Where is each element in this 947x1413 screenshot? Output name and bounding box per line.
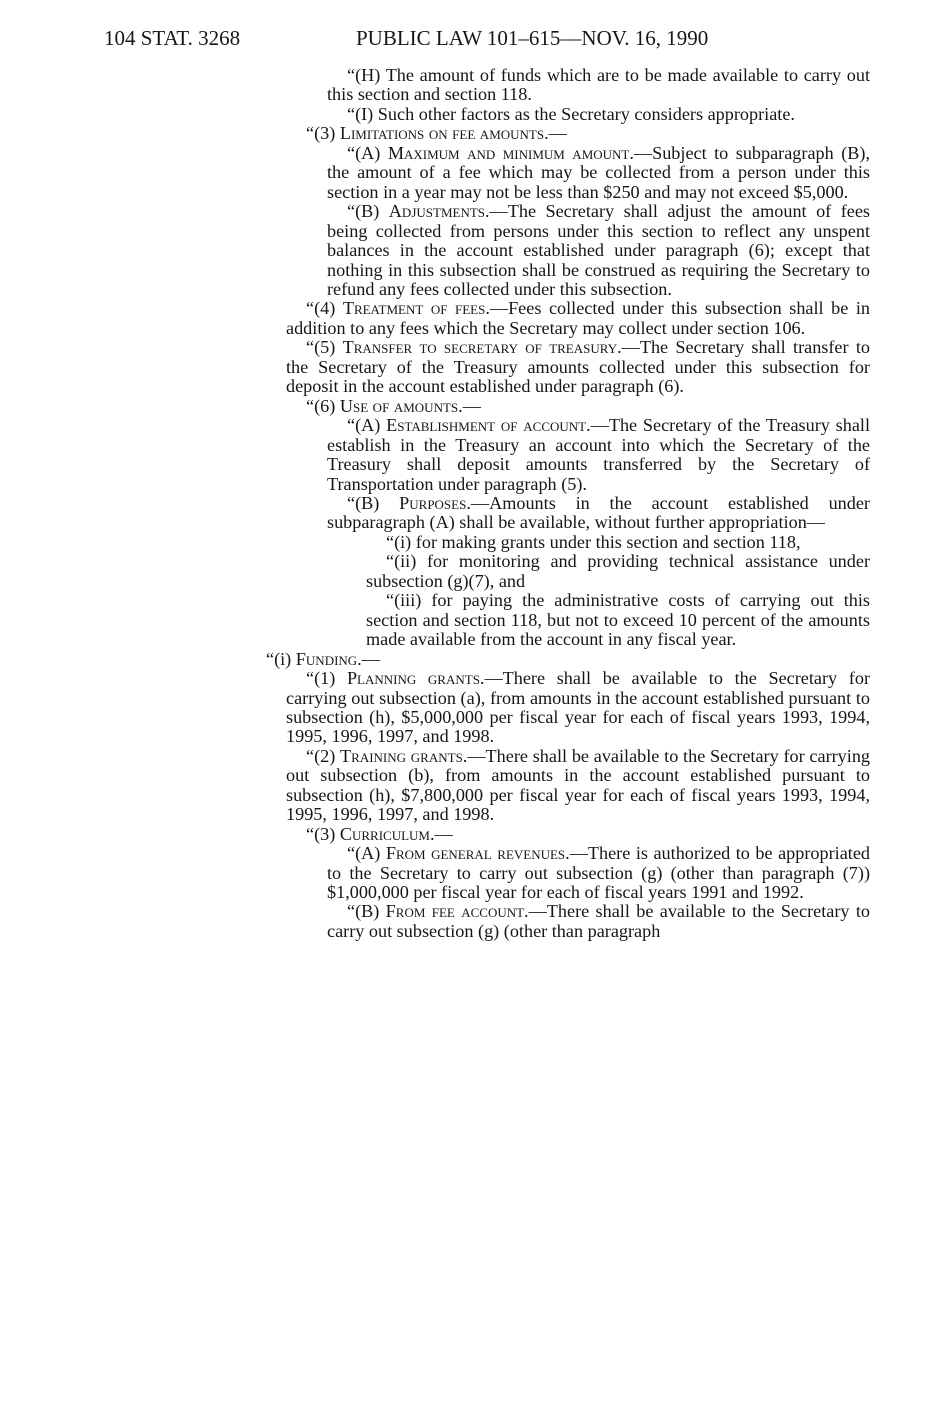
paragraph-lead: “(A) <box>347 142 388 163</box>
paragraph-2-training-grants <box>266 747 870 825</box>
paragraph-lead: “(B) <box>347 492 400 513</box>
paragraph-lead: “(2) <box>306 745 341 766</box>
clause-ii <box>266 552 870 591</box>
subparagraph-b-adjustments <box>266 202 870 299</box>
paragraph-text: for making grants under this section and section 118, <box>415 531 801 552</box>
running-title: PUBLIC LAW 101–615—NOV. 16, 1990 <box>356 26 709 50</box>
paragraph-heading: Limitations on fee amounts. <box>339 123 549 144</box>
paragraph-h <box>266 66 870 105</box>
paragraph-text: —There shall be available to the Secretary for carrying out subsection (a), from amounts in the account established pursuant to subsection (h), $5,000,000 per fiscal year for each of fiscal years 1993, 1994, 1995, 1996, 1997, and 1998. <box>286 668 870 747</box>
page-header <box>104 23 874 53</box>
subparagraph-a-general-revenues <box>266 844 870 902</box>
statute-body <box>266 66 870 941</box>
paragraph-text: —Amounts in the account established under subparagraph (A) shall be available, without further appropriation— <box>327 492 870 533</box>
paragraph-heading: Purposes. <box>399 492 471 513</box>
paragraph-3-curriculum <box>266 825 870 844</box>
paragraph-4-treatment <box>266 299 870 338</box>
paragraph-heading: Planning grants. <box>346 668 485 689</box>
paragraph-lead: “(i) <box>266 648 296 669</box>
paragraph-lead: “(ii) <box>386 551 427 572</box>
paragraph-text: — <box>434 823 453 844</box>
paragraph-lead: “(1) <box>306 668 347 689</box>
paragraph-text: —Subject to subparagraph (B), the amount of a fee which may be collected from a person under this section in a year may not be less than $250 and may not exceed $5,000. <box>327 142 870 202</box>
clause-i <box>266 533 870 552</box>
paragraph-lead: “(A) <box>347 415 387 436</box>
paragraph-text: —Fees collected under this subsection shall be in addition to any fees which the Secretary may collect under section 106. <box>286 298 870 338</box>
paragraph-lead: “(3) <box>306 123 340 144</box>
paragraph-text: — <box>361 648 380 669</box>
paragraph-lead: “(B) <box>347 901 386 922</box>
clause-iii <box>266 591 870 649</box>
paragraph-lead: “(B) <box>347 201 389 222</box>
paragraph-3-limitations <box>266 124 870 143</box>
paragraph-text: —The Secretary of the Treasury shall establish in the Treasury an account into which the Secretary of the Treasury shall deposit amounts transferred by the Secretary of Transportation under paragraph (5). <box>327 415 870 494</box>
paragraph-text: —The Secretary shall adjust the amount of fees being collected from persons under this section to reflect any unspent balances in the account established under paragraph (6); except that nothing in this subsection shall be construed as requiring the Secretary to refund any fees collected under this subsection. <box>327 201 870 299</box>
paragraph-lead: “(5) <box>306 337 343 358</box>
paragraph-heading: Adjustments. <box>388 201 490 222</box>
paragraph-text: for monitoring and providing technical assistance under subsection (g)(7), and <box>366 551 870 591</box>
paragraph-heading: From general revenues. <box>385 843 570 864</box>
subsection-i-funding <box>266 650 870 669</box>
stat-page-number: 104 STAT. 3268 <box>104 26 241 50</box>
paragraph-text: —There shall be available to the Secretary to carry out subsection (g) (other than paragraph <box>327 901 870 941</box>
subparagraph-b-fee-account <box>266 902 870 941</box>
subparagraph-a-establishment <box>266 416 870 494</box>
paragraph-heading: Training grants. <box>340 745 468 766</box>
paragraph-heading: Use of amounts. <box>339 395 463 416</box>
paragraph-lead: “(i) <box>386 531 416 552</box>
paragraph-text: The amount of funds which are to be made available to carry out this section and section 118. <box>327 65 870 105</box>
paragraph-1-planning-grants <box>266 669 870 747</box>
paragraph-heading: Establishment of account. <box>386 415 591 436</box>
subparagraph-a-maximum <box>266 144 870 202</box>
paragraph-lead: “(H) <box>347 65 386 85</box>
paragraph-lead: “(3) <box>306 823 340 844</box>
paragraph-heading: Maximum and minimum amount. <box>387 142 634 163</box>
paragraph-text: —There is authorized to be appropriated to the Secretary to carry out subsection (g) (other than paragraph (7)) $1,000,000 per fiscal year for each of fiscal years 1991 and 1992. <box>327 843 871 903</box>
paragraph-heading: From fee account. <box>385 901 529 922</box>
paragraph-text: for paying the administrative costs of carrying out this section and section 118, but not to exceed 10 percent of the amounts made available from the account in any fiscal year. <box>366 590 870 650</box>
paragraph-lead: “(6) <box>306 395 340 416</box>
paragraph-text: —The Secretary shall transfer to the Secretary of the Treasury amounts collected under this subsection for deposit in the account established under paragraph (6). <box>286 337 870 397</box>
paragraph-text: —There shall be available to the Secretary for carrying out subsection (b), from amounts in the account established pursuant to subsection (h), $7,800,000 per fiscal year for each of fiscal years 1993, 1994, 1995, 1996, 1997, and 1998. <box>286 745 871 825</box>
paragraph-5-transfer <box>266 338 870 396</box>
subparagraph-b-purposes <box>266 494 870 533</box>
paragraph-lead: “(A) <box>347 843 386 864</box>
paragraph-heading: Curriculum. <box>339 823 435 844</box>
paragraph-lead: “(4) <box>306 298 343 319</box>
paragraph-lead: “(iii) <box>386 590 432 611</box>
paragraph-i <box>266 105 870 124</box>
paragraph-heading: Funding. <box>295 648 362 669</box>
paragraph-lead: “(I) <box>347 103 378 124</box>
paragraph-heading: Treatment of fees. <box>342 298 490 319</box>
paragraph-text: — <box>548 123 567 144</box>
paragraph-6-use <box>266 397 870 416</box>
paragraph-text: Such other factors as the Secretary considers appropriate. <box>377 103 795 124</box>
paragraph-text: — <box>462 395 481 416</box>
paragraph-heading: Transfer to secretary of treasury. <box>342 337 622 358</box>
